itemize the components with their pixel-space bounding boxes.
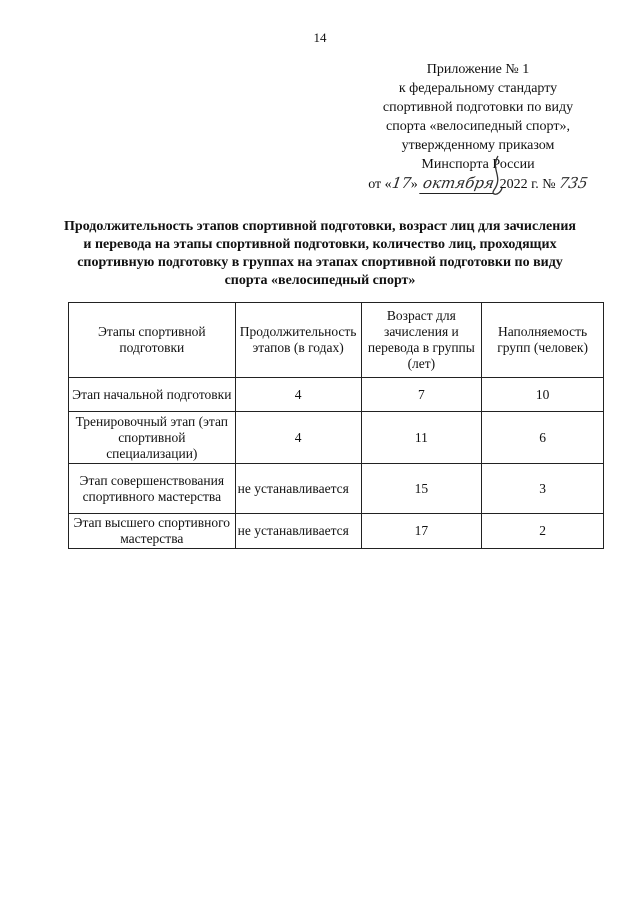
cell-stage: Этап высшего спортивного мастерства — [69, 514, 236, 549]
appendix-line: Минспорта России — [421, 157, 535, 172]
table-row — [69, 412, 604, 464]
appendix-line: Приложение № 1 — [426, 62, 530, 77]
order-year: 2022 г. № — [499, 177, 556, 192]
cell-stage: Этап начальной подготовки — [69, 378, 236, 412]
cell-age: 17 — [361, 514, 482, 549]
cell-stage: Этап совершенствования спортивного мастерства — [69, 464, 236, 514]
cell-group-size: 10 — [482, 378, 604, 412]
table-header-row — [69, 303, 604, 378]
cell-stage: Тренировочный этап (этап спортивной специализации) — [69, 412, 236, 464]
order-month: октября — [419, 174, 497, 194]
header-group-size: Наполняемость групп (человек) — [482, 303, 604, 378]
header-duration: Продолжительность этапов (в годах) — [235, 303, 361, 378]
appendix-line: спортивной подготовки по виду — [382, 100, 574, 115]
appendix-line: спорта «велосипедный спорт», — [386, 119, 570, 134]
order-day: 17 — [390, 174, 413, 192]
cell-duration: не устанавливается — [235, 464, 361, 514]
document-title: Продолжительность этапов спортивной подготовки, возраст лиц для зачисления и перевода на этапы спортивной подготовки, количество лиц, проходящих спортивную подготовку в группах на этапах спортивной подготовки по виду спорта «велосипедный спорт» — [64, 219, 576, 288]
cell-duration: 4 — [235, 378, 361, 412]
cell-age: 7 — [361, 378, 482, 412]
header-stages: Этапы спортивной подготовки — [69, 303, 236, 378]
stages-table — [68, 302, 604, 549]
table-row — [69, 378, 604, 412]
appendix-line: утвержденному приказом — [401, 138, 555, 153]
cell-duration: не устанавливается — [235, 514, 361, 549]
order-sep: » — [410, 177, 418, 192]
page-number: 14 — [313, 30, 327, 45]
header-age: Возраст для зачисления и перевода в группы (лет) — [361, 303, 482, 378]
cell-age: 11 — [361, 412, 482, 464]
table-row — [69, 464, 604, 514]
cell-age: 15 — [361, 464, 482, 514]
table-row — [69, 514, 604, 549]
cell-group-size: 3 — [482, 464, 604, 514]
signature-mark — [470, 150, 530, 200]
appendix-line: к федеральному стандарту — [398, 81, 558, 96]
cell-group-size: 2 — [482, 514, 604, 549]
order-number: 735 — [557, 174, 590, 192]
cell-group-size: 6 — [482, 412, 604, 464]
order-prefix: от « — [368, 177, 392, 192]
cell-duration: 4 — [235, 412, 361, 464]
